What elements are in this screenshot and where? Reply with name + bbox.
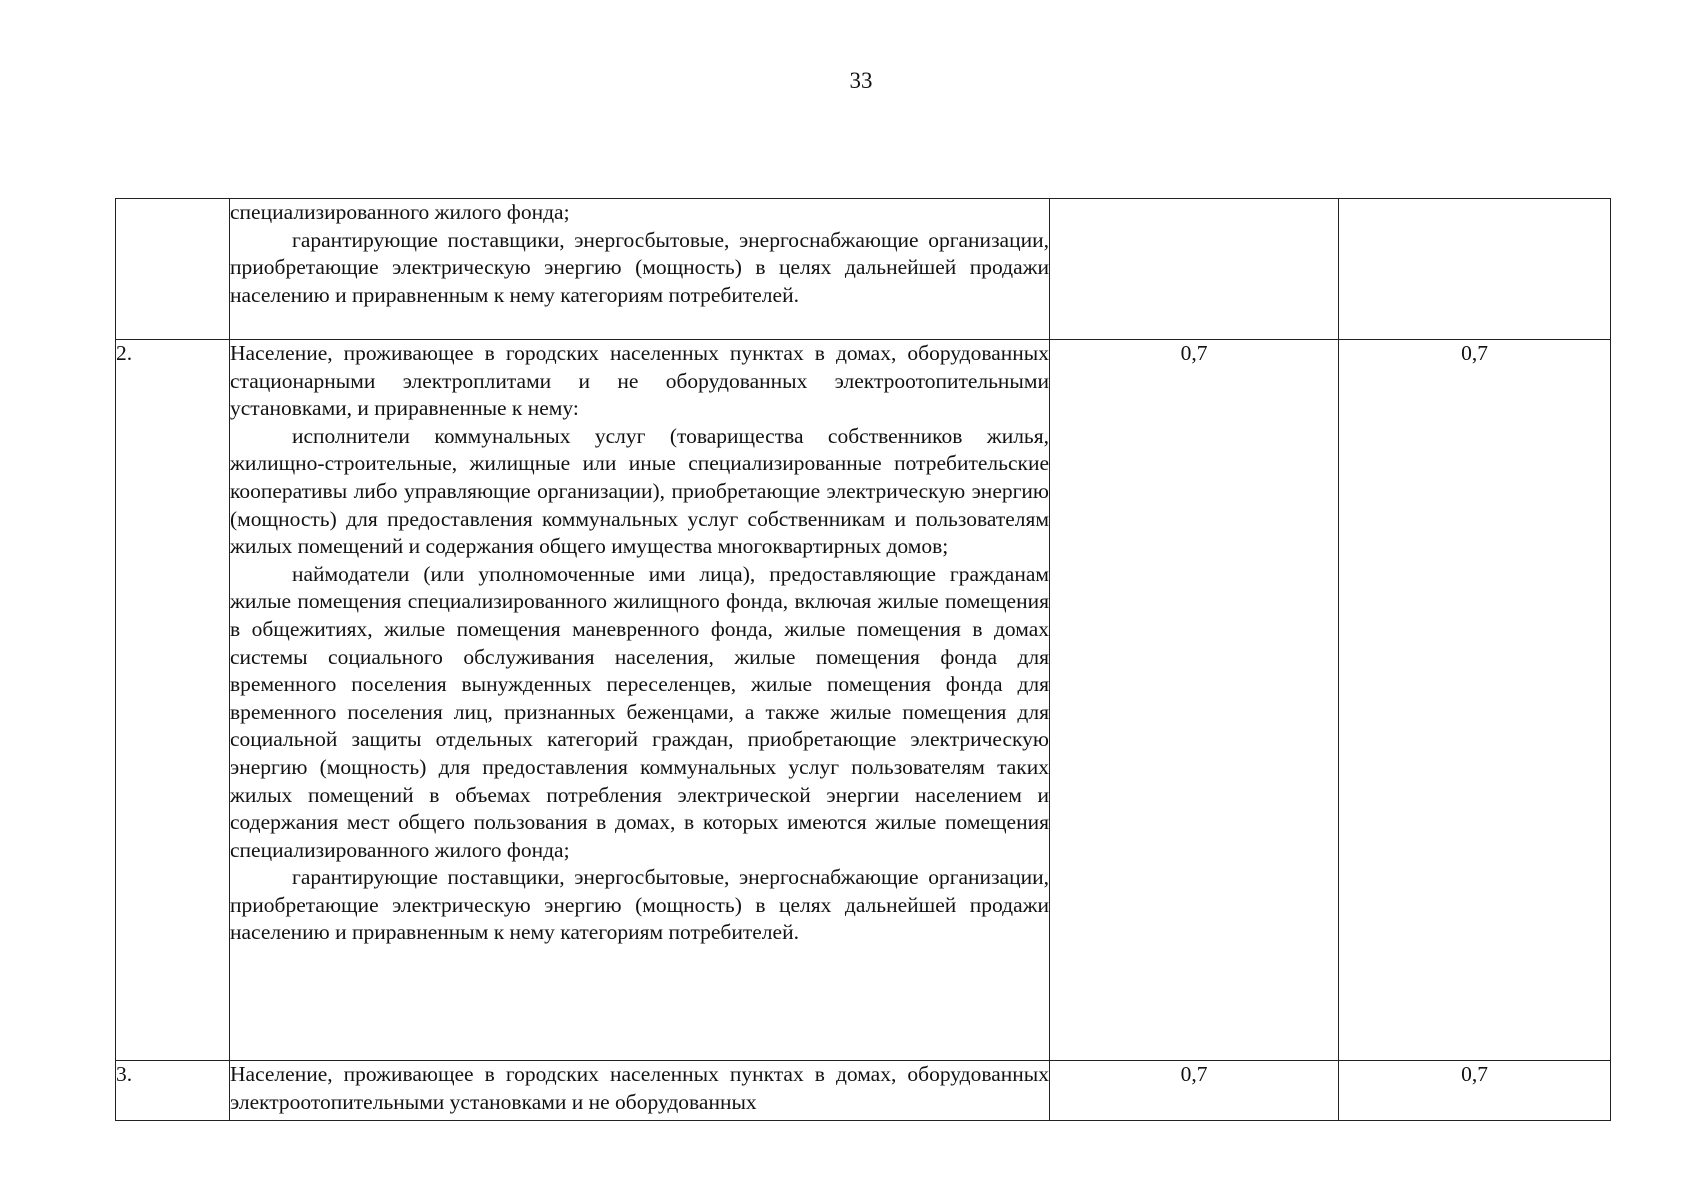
description-paragraph: исполнители коммунальных услуг (товарищества собственников жилья, жилищно-строительные, жилищные или иные специализированные потребительские кооперативы либо управляющие организации), приобретающие электрическую энергию (мощность) для предоставления коммунальных услуг собственникам и пользователям жилых помещений и содержания общего имущества многоквартирных домов; (230, 423, 1049, 559)
row-value-2: 0,7 (1339, 1061, 1611, 1121)
description-paragraph: Население, проживающее в городских населенных пунктах в домах, оборудованных электроотопительными установками и не оборудованных (230, 1062, 1049, 1114)
table-row (116, 340, 1611, 1061)
table-row (116, 1061, 1611, 1121)
row-description (230, 199, 1050, 340)
row-number: 3. (116, 1061, 230, 1121)
tariff-table (115, 198, 1611, 1121)
row-value-1 (1050, 199, 1339, 340)
description-paragraph: гарантирующие поставщики, энергосбытовые, энергоснабжающие организации, приобретающие электрическую энергию (мощность) в целях дальнейшей продажи населению и приравненным к нему категориям потребителей. (230, 227, 1049, 307)
row-value-1: 0,7 (1050, 1061, 1339, 1121)
row-number: 2. (116, 340, 230, 1061)
row-number (116, 199, 230, 340)
row-description (230, 1061, 1050, 1121)
description-paragraph: Население, проживающее в городских населенных пунктах в домах, оборудованных стационарными электроплитами и не оборудованных электроотопительными установками, и приравненные к нему: (230, 341, 1049, 421)
description-paragraph: наймодатели (или уполномоченные ими лица), предоставляющие гражданам жилые помещения специализированного жилищного фонда, включая жилые помещения в общежитиях, жилые помещения маневренного фонда, жилые помещения в домах системы социального обслуживания населения, жилые помещения фонда для временного поселения вынужденных переселенцев, жилые помещения фонда для временного поселения лиц, признанных беженцами, а также жилые помещения для социальной защиты отдельных категорий граждан, приобретающие электрическую энергию (мощность) для предоставления коммунальных услуг пользователям таких жилых помещений в объемах потребления электрической энергии населением и содержания мест общего пользования в домах, в которых имеются жилые помещения специализированного жилого фонда; (230, 561, 1049, 862)
row-value-2: 0,7 (1339, 340, 1611, 1061)
row-value-2 (1339, 199, 1611, 340)
description-paragraph: специализированного жилого фонда; (230, 200, 570, 224)
row-value-1: 0,7 (1050, 340, 1339, 1061)
description-paragraph: гарантирующие поставщики, энергосбытовые, энергоснабжающие организации, приобретающие электрическую энергию (мощность) в целях дальнейшей продажи населению и приравненным к нему категориям потребителей. (230, 865, 1049, 945)
row-description (230, 340, 1050, 1061)
page-number: 33 (849, 68, 873, 93)
table-row (116, 199, 1611, 340)
